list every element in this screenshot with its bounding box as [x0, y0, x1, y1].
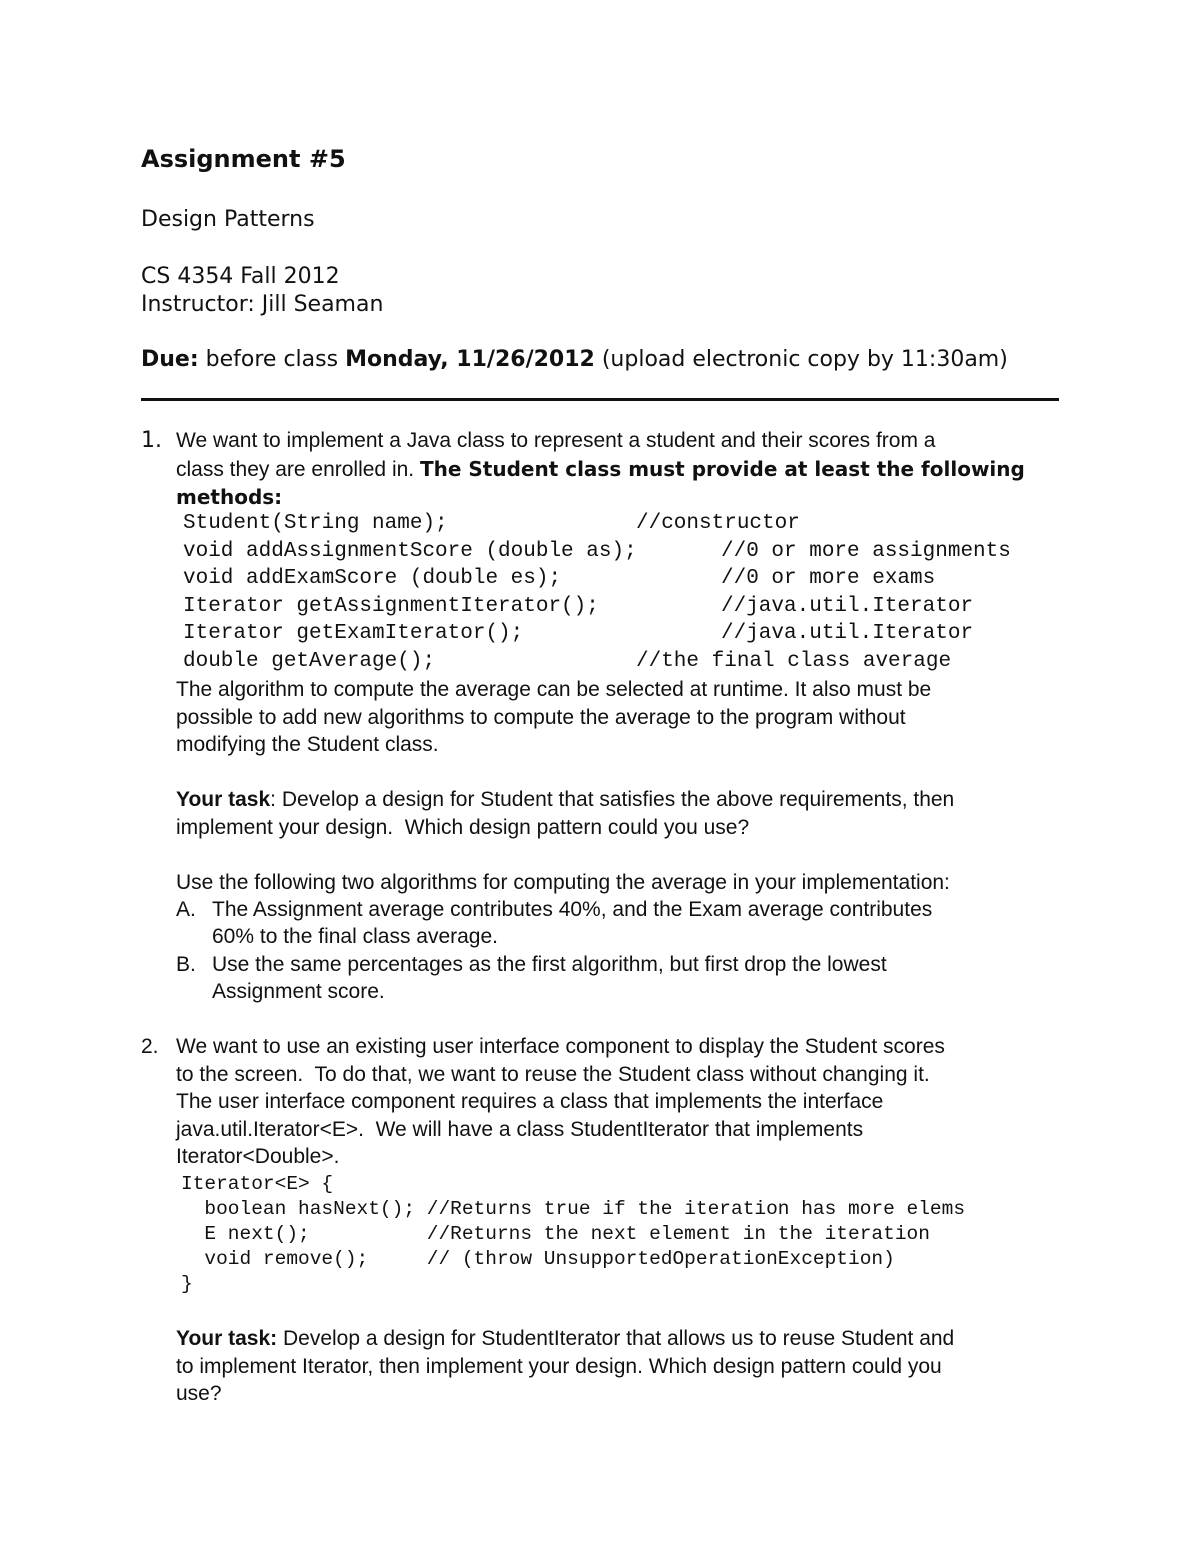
due-date: Monday, 11/26/2012 [345, 347, 595, 372]
code-line: void remove(); // (throw UnsupportedOperationException) [181, 1248, 895, 1270]
due-text-2: (upload electronic copy by 11:30am) [594, 347, 1008, 372]
code-comment: //the final class average [636, 650, 952, 673]
q1-task-line-2: implement your design. Which design pattern could you use? [176, 816, 750, 839]
header-divider [141, 398, 1059, 401]
assignment-title: Assignment #5 [141, 145, 346, 173]
q1-algos-intro: Use the following two algorithms for computing the average in your implementation: [176, 871, 950, 894]
algo-a-line-1: The Assignment average contributes 40%, and the Exam average contributes [212, 898, 933, 921]
code-line: double getAverage(); [183, 650, 436, 673]
algo-b-line-1: Use the same percentages as the first algorithm, but first drop the lowest [212, 953, 887, 976]
q2-task-line-3: use? [176, 1382, 222, 1405]
code-comment: //0 or more assignments [721, 540, 1011, 563]
q1-line-1: We want to implement a Java class to represent a student and their scores from a [176, 429, 936, 452]
algo-b-label: B. [176, 953, 196, 976]
course-line: CS 4354 Fall 2012 [141, 264, 340, 289]
code-line: void addExamScore (double es); [183, 567, 562, 590]
instructor-line: Instructor: Jill Seaman [141, 292, 384, 317]
q2-task-text: Develop a design for StudentIterator that allows us to reuse Student and [277, 1327, 955, 1350]
code-line: Iterator getAssignmentIterator(); [183, 595, 599, 618]
q1-task-line-1 [176, 788, 954, 812]
due-text-1: before class [198, 347, 346, 372]
code-line: Iterator getExamIterator(); [183, 622, 524, 645]
due-line [141, 347, 1008, 372]
q2-task-label: Your task: [176, 1327, 278, 1350]
q1-line-2a: class they are enrolled in. [176, 458, 420, 481]
code-line: Student(String name); [183, 512, 448, 535]
q2-line-1: We want to use an existing user interface component to display the Student scores [176, 1035, 945, 1058]
q1-line-2b: The Student class must provide at least the following [419, 457, 1025, 481]
q2-task-line-1 [176, 1327, 954, 1351]
code-comment: //java.util.Iterator [721, 595, 974, 618]
q2-task-line-2: to implement Iterator, then implement your design. Which design pattern could you [176, 1355, 942, 1378]
q2-line-2: to the screen. To do that, we want to reuse the Student class without changing it. [176, 1063, 930, 1086]
q2-line-3: The user interface component requires a class that implements the interface [176, 1090, 884, 1113]
q1-task-label: Your task [176, 788, 271, 811]
question-2-number: 2. [141, 1035, 159, 1058]
algo-a-label: A. [176, 898, 196, 921]
q1-task-text: : Develop a design for Student that satisfies the above requirements, then [270, 788, 955, 811]
algo-b-line-2: Assignment score. [212, 980, 385, 1003]
q2-line-4: java.util.Iterator<E>. We will have a class StudentIterator that implements [176, 1118, 864, 1141]
due-label: Due: [141, 347, 199, 372]
code-line: void addAssignmentScore (double as); [183, 540, 637, 563]
code-line: boolean hasNext(); //Returns true if the iteration has more elems [181, 1198, 966, 1220]
q1-after-line-3: modifying the Student class. [176, 733, 439, 756]
code-line: Iterator<E> { [181, 1173, 334, 1195]
q2-line-5: Iterator<Double>. [176, 1145, 340, 1168]
code-line: E next(); //Returns the next element in the iteration [181, 1223, 930, 1245]
algo-a-line-2: 60% to the final class average. [212, 925, 499, 948]
q1-line-2 [176, 457, 1025, 482]
code-comment: //0 or more exams [721, 567, 936, 590]
code-comment: //constructor [636, 512, 800, 535]
code-comment: //java.util.Iterator [721, 622, 974, 645]
q1-after-line-2: possible to add new algorithms to compute the average to the program without [176, 706, 906, 729]
code-line: } [181, 1273, 193, 1295]
q1-line-3: methods: [176, 485, 283, 509]
q1-after-line-1: The algorithm to compute the average can be selected at runtime. It also must be [176, 678, 932, 701]
assignment-subtitle: Design Patterns [141, 207, 315, 232]
question-1-number: 1. [141, 428, 162, 453]
